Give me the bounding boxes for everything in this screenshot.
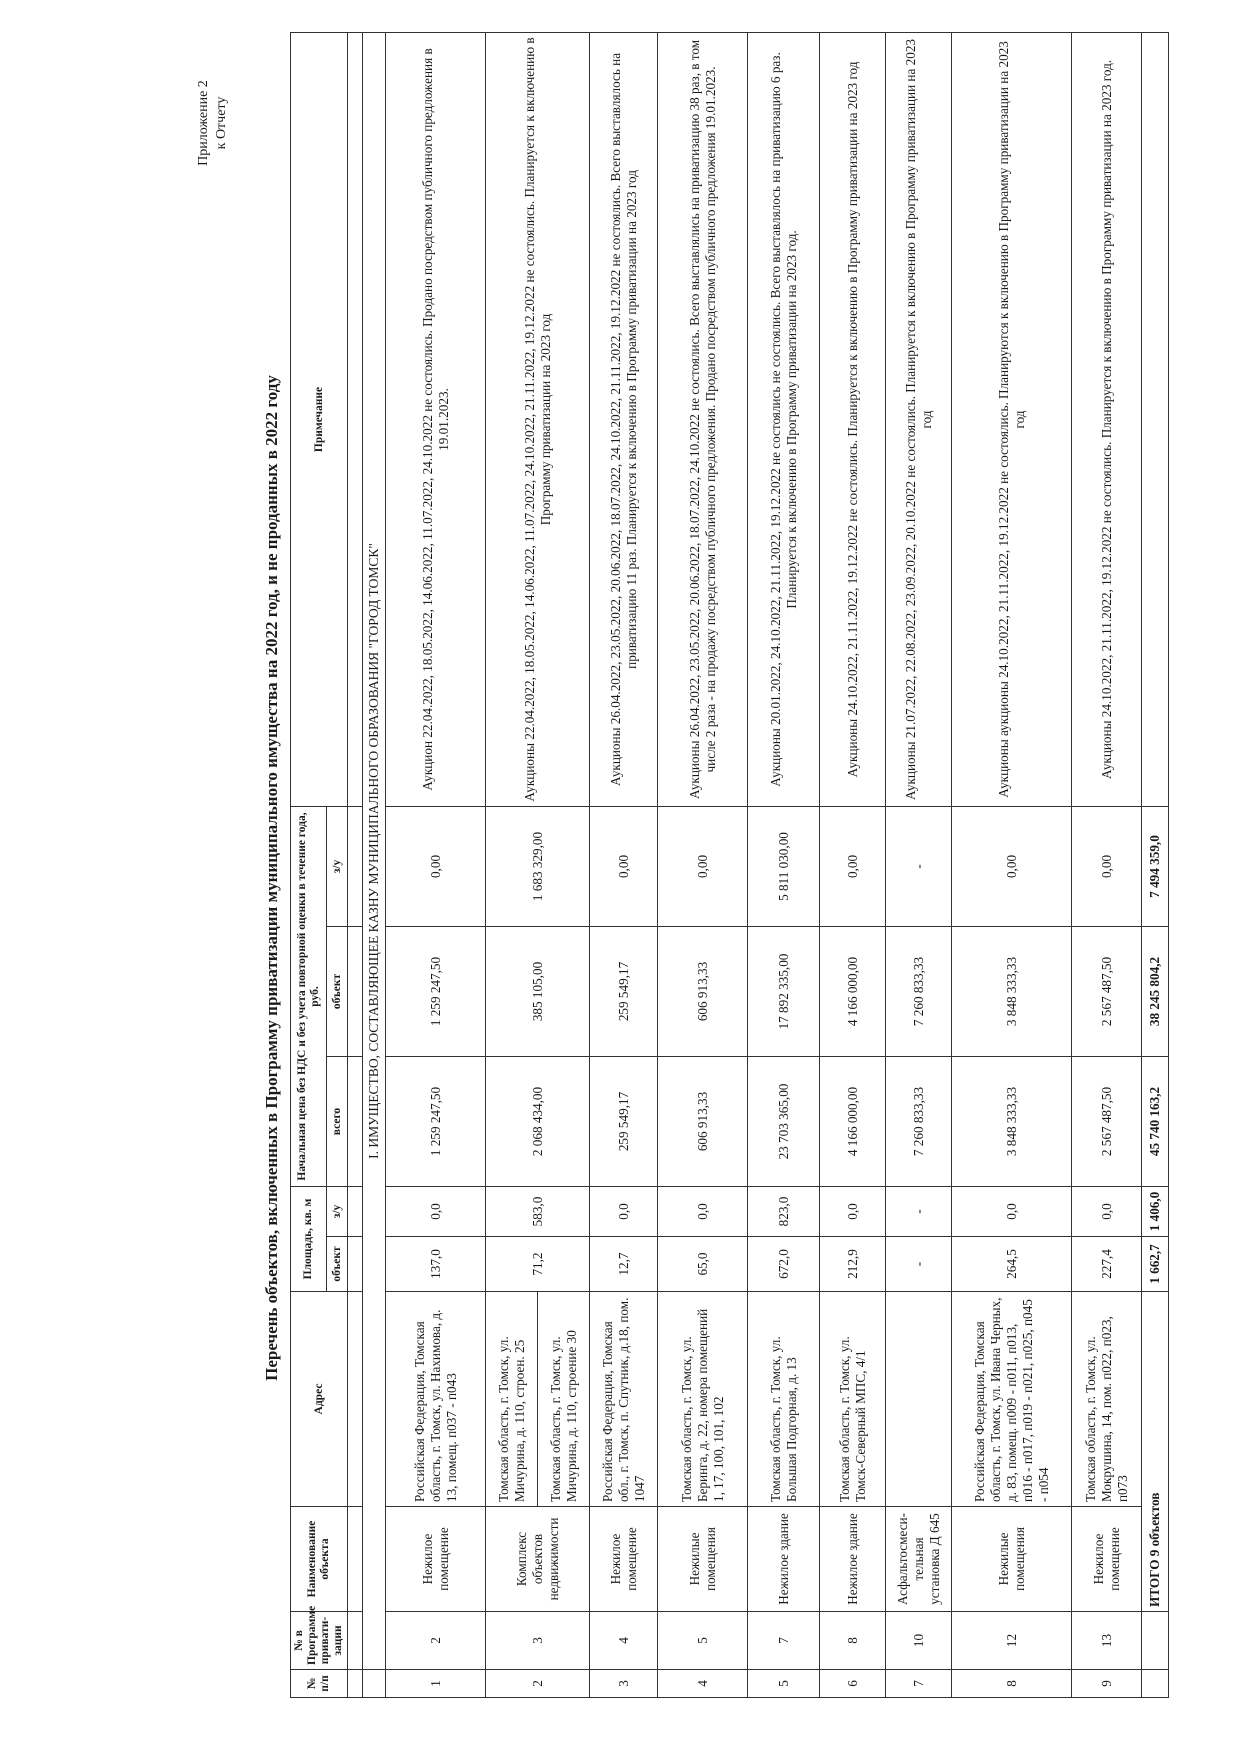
totals-area-zu: 1 406,0 (1142, 1187, 1169, 1237)
section-cell-empty (363, 1670, 386, 1698)
empty-row (348, 32, 363, 1697)
header-num: № п/п (291, 1670, 348, 1698)
header-price-total: всего (327, 1057, 348, 1187)
cell-area-obj: - (886, 1237, 952, 1292)
cell-area-obj: 137,0 (386, 1237, 486, 1292)
cell-address (886, 1292, 952, 1507)
empty-cell (348, 32, 363, 806)
header-area: Площадь, кв. м (291, 1187, 327, 1292)
cell-num: 8 (952, 1670, 1072, 1698)
cell-area-obj: 65,0 (658, 1237, 748, 1292)
cell-address: Томская область, г. Томск, ул. Мокрушина, 14, пом. п022, п023, п073 (1072, 1292, 1142, 1507)
cell-prog-num: 10 (886, 1612, 952, 1670)
cell-price-zu: 0,00 (658, 806, 748, 926)
cell-num: 3 (590, 1670, 658, 1698)
cell-area-obj: 71,2 (486, 1237, 590, 1292)
cell-name: Нежилое помещение (386, 1507, 486, 1612)
cell-address-2: Томская область, г. Томск, ул. Мичурина, д. 110, строение 30 (538, 1292, 590, 1507)
cell-price-obj: 2 567 487,50 (1072, 927, 1142, 1057)
cell-num: 1 (386, 1670, 486, 1698)
cell-area-zu: 0,0 (952, 1187, 1072, 1237)
header-prog-num: № в Программе привати-зации (291, 1612, 348, 1670)
cell-name: Нежилые помещения (952, 1507, 1072, 1612)
empty-cell (348, 927, 363, 1057)
cell-prog-num: 2 (386, 1612, 486, 1670)
cell-address: Томская область, г. Томск, ул. Томск-Северный МПС, 4/1 (820, 1292, 886, 1507)
table-row (590, 32, 658, 1697)
cell-num: 9 (1072, 1670, 1142, 1698)
totals-row (1142, 32, 1169, 1697)
cell-area-zu: 0,0 (386, 1187, 486, 1237)
cell-note: Аукционы 24.10.2022, 21.11.2022, 19.12.2022 не состоялись. Планируется к включению в Программу приватизации на 2023 год. (1072, 32, 1142, 806)
cell-area-obj: 12,7 (590, 1237, 658, 1292)
empty-cell (348, 1187, 363, 1237)
attachment-line-1: Приложение 2 (196, 80, 211, 166)
cell-price-zu: 5 811 030,00 (748, 806, 820, 926)
totals-label: ИТОГО 9 объектов (1142, 1292, 1169, 1612)
cell-prog-num: 13 (1072, 1612, 1142, 1670)
totals-area-obj: 1 662,7 (1142, 1237, 1169, 1292)
cell-note: Аукцион 22.04.2022, 18.05.2022, 14.06.2022, 11.07.2022, 24.10.2022 не состоялись. Продано посредством публичного предложения в 19.01.2023. (386, 32, 486, 806)
cell-price-obj: 17 892 335,00 (748, 927, 820, 1057)
cell-price-total: 259 549,17 (590, 1057, 658, 1187)
cell-price-obj: 3 848 333,33 (952, 927, 1072, 1057)
cell-name: Нежилое помещение (1072, 1507, 1142, 1612)
cell-price-total: 3 848 333,33 (952, 1057, 1072, 1187)
cell-name: Нежилое помещение (590, 1507, 658, 1612)
cell-price-total: 23 703 365,00 (748, 1057, 820, 1187)
cell-area-zu: - (886, 1187, 952, 1237)
table-row (820, 32, 886, 1697)
cell-price-zu: 0,00 (1072, 806, 1142, 926)
cell-note: Аукционы 24.10.2022, 21.11.2022, 19.12.2022 не состоялись. Планируется к включению в Программу приватизации на 2023 год (820, 32, 886, 806)
cell-num: 2 (486, 1670, 590, 1698)
cell-prog-num: 3 (486, 1612, 590, 1670)
empty-cell (348, 1507, 363, 1612)
empty-cell (348, 1670, 363, 1698)
cell-address: Томская область, г. Томск, ул. Мичурина, д. 110, строен. 25 (486, 1292, 538, 1507)
header-price: Начальная цена без НДС и без учета повторной оценки в течение года, руб. (291, 806, 327, 1186)
cell-prog-num: 4 (590, 1612, 658, 1670)
objects-table (290, 32, 1169, 1698)
cell-price-obj: 259 549,17 (590, 927, 658, 1057)
cell-area-zu: 0,0 (1072, 1187, 1142, 1237)
header-area-zu: з/у (327, 1187, 348, 1237)
table-row (658, 32, 748, 1697)
cell-name: Асфальтосмеси-тельная установка Д 645 (886, 1507, 952, 1612)
cell-address: Российская Федерация, Томская область, г. Томск, ул. Нахимова, д. 13, помещ. п037 - п043 (386, 1292, 486, 1507)
cell-price-obj: 385 105,00 (486, 927, 590, 1057)
header-address: Адрес (291, 1292, 348, 1507)
empty-cell (348, 1057, 363, 1187)
empty-cell (348, 1237, 363, 1292)
cell-price-zu: 0,00 (386, 806, 486, 926)
cell-address: Томская область, г. Томск, ул. Беринга, д. 22, номера помещений 1, 17, 100, 101, 102 (658, 1292, 748, 1507)
cell-name: Нежилые помещения (658, 1507, 748, 1612)
cell-price-total: 606 913,33 (658, 1057, 748, 1187)
cell-name: Нежилое здание (820, 1507, 886, 1612)
totals-empty (1142, 1612, 1169, 1670)
cell-price-zu: 0,00 (952, 806, 1072, 926)
empty-cell (348, 1612, 363, 1670)
cell-name: Нежилое здание (748, 1507, 820, 1612)
cell-num: 7 (886, 1670, 952, 1698)
cell-price-zu: 0,00 (820, 806, 886, 926)
cell-area-zu: 823,0 (748, 1187, 820, 1237)
cell-prog-num: 12 (952, 1612, 1072, 1670)
table-row (486, 32, 538, 1697)
table-row (1072, 32, 1142, 1697)
cell-area-obj: 212,9 (820, 1237, 886, 1292)
section-row (363, 32, 386, 1697)
cell-price-obj: 1 259 247,50 (386, 927, 486, 1057)
header-name: Наименование объекта (291, 1507, 348, 1612)
cell-price-total: 1 259 247,50 (386, 1057, 486, 1187)
cell-prog-num: 7 (748, 1612, 820, 1670)
cell-area-obj: 264,5 (952, 1237, 1072, 1292)
cell-num: 4 (658, 1670, 748, 1698)
cell-price-zu: 0,00 (590, 806, 658, 926)
cell-note: Аукционы 26.04.2022, 23.05.2022, 20.06.2022, 18.07.2022, 24.10.2022, 21.11.2022, 19.12.2022 не состоялись. Всего выставлялось на приватизацию 11 раз. Планируется к включению в Программу приватизации на 2023 год (590, 32, 658, 806)
table-row (748, 32, 820, 1697)
cell-area-zu: 0,0 (590, 1187, 658, 1237)
attachment-note (195, 48, 231, 198)
cell-address: Томская область, г. Томск, ул. Большая Подгорная, д. 13 (748, 1292, 820, 1507)
header-area-obj: объект (327, 1237, 348, 1292)
cell-note: Аукционы 22.04.2022, 18.05.2022, 14.06.2022, 11.07.2022, 24.10.2022, 21.11.2022, 19.12.2022 не состоялись. Планируется к включению в Программу приватизации на 2023 год (486, 32, 590, 806)
cell-price-total: 2 567 487,50 (1072, 1057, 1142, 1187)
cell-area-zu: 0,0 (820, 1187, 886, 1237)
cell-price-total: 2 068 434,00 (486, 1057, 590, 1187)
cell-price-zu: 1 683 329,00 (486, 806, 590, 926)
document-title: Перечень объектов, включенных в Программу приватизации муниципального имущества на 2022 год, и не проданных в 2022 году (262, 375, 281, 1381)
cell-price-total: 7 260 833,33 (886, 1057, 952, 1187)
cell-price-obj: 7 260 833,33 (886, 927, 952, 1057)
empty-cell (348, 1292, 363, 1507)
header-price-zu: з/у (327, 806, 348, 926)
cell-prog-num: 5 (658, 1612, 748, 1670)
attachment-line-2: к Отчету (214, 96, 229, 150)
empty-cell (348, 806, 363, 926)
section-title: I. ИМУЩЕСТВО, СОСТАВЛЯЮЩЕЕ КАЗНУ МУНИЦИПАЛЬНОГО ОБРАЗОВАНИЯ "ГОРОД ТОМСК" (363, 32, 386, 1669)
table-row (386, 32, 486, 1697)
cell-price-obj: 4 166 000,00 (820, 927, 886, 1057)
cell-name: Комплекс объектов недвижимости (486, 1507, 590, 1612)
cell-note: Аукционы 26.04.2022, 23.05.2022, 20.06.2022, 18.07.2022, 24.10.2022 не состоялись. Всего выставлялись на приватизацию 38 раз, в том числе 2 раза - на продажу посредством публичного предложения. Продано посредством публичного предложения 19.01.2023. (658, 32, 748, 806)
cell-address: Российская Федерация, Томская обл., г. Томск, п. Спутник, д.18, пом. 1047 (590, 1292, 658, 1507)
totals-price-obj: 38 245 804,2 (1142, 927, 1169, 1057)
header-price-obj: объект (327, 927, 348, 1057)
cell-note: Аукционы аукционы 24.10.2022, 21.11.2022, 19.12.2022 не состоялись. Планируются к включению в Программу приватизации на 2023 год (952, 32, 1072, 806)
cell-area-zu: 0,0 (658, 1187, 748, 1237)
cell-num: 6 (820, 1670, 886, 1698)
cell-price-obj: 606 913,33 (658, 927, 748, 1057)
table-row (886, 32, 952, 1697)
cell-area-zu: 583,0 (486, 1187, 590, 1237)
cell-prog-num: 8 (820, 1612, 886, 1670)
cell-note: Аукционы 20.01.2022, 24.10.2022, 21.11.2022, 19.12.2022 не состоялись не состоялись. Всего выставлялось на приватизацию 6 раз. Планируется к включению в Программу приватизации на 2023 год. (748, 32, 820, 806)
totals-price-zu: 7 494 359,0 (1142, 806, 1169, 926)
cell-num: 5 (748, 1670, 820, 1698)
header-row-1 (291, 32, 327, 1697)
totals-empty (1142, 1670, 1169, 1698)
table-row (952, 32, 1072, 1697)
cell-address: Российская Федерация, Томская область, г. Томск, ул. Ивана Черных, д. 83, помещ. п009 - п011, п013, п016 - п017, п019 - п021, п025, п045 - п054 (952, 1292, 1072, 1507)
header-note: Примечание (291, 32, 348, 806)
cell-area-obj: 672,0 (748, 1237, 820, 1292)
cell-price-total: 4 166 000,00 (820, 1057, 886, 1187)
totals-price-total: 45 740 163,2 (1142, 1057, 1169, 1187)
cell-area-obj: 227,4 (1072, 1237, 1142, 1292)
totals-note-empty (1142, 32, 1169, 806)
cell-price-zu: - (886, 806, 952, 926)
cell-note: Аукционы 21.07.2022, 22.08.2022, 23.09.2022, 20.10.2022 не состоялись. Планируется к включению в Программу приватизации на 2023 год (886, 32, 952, 806)
